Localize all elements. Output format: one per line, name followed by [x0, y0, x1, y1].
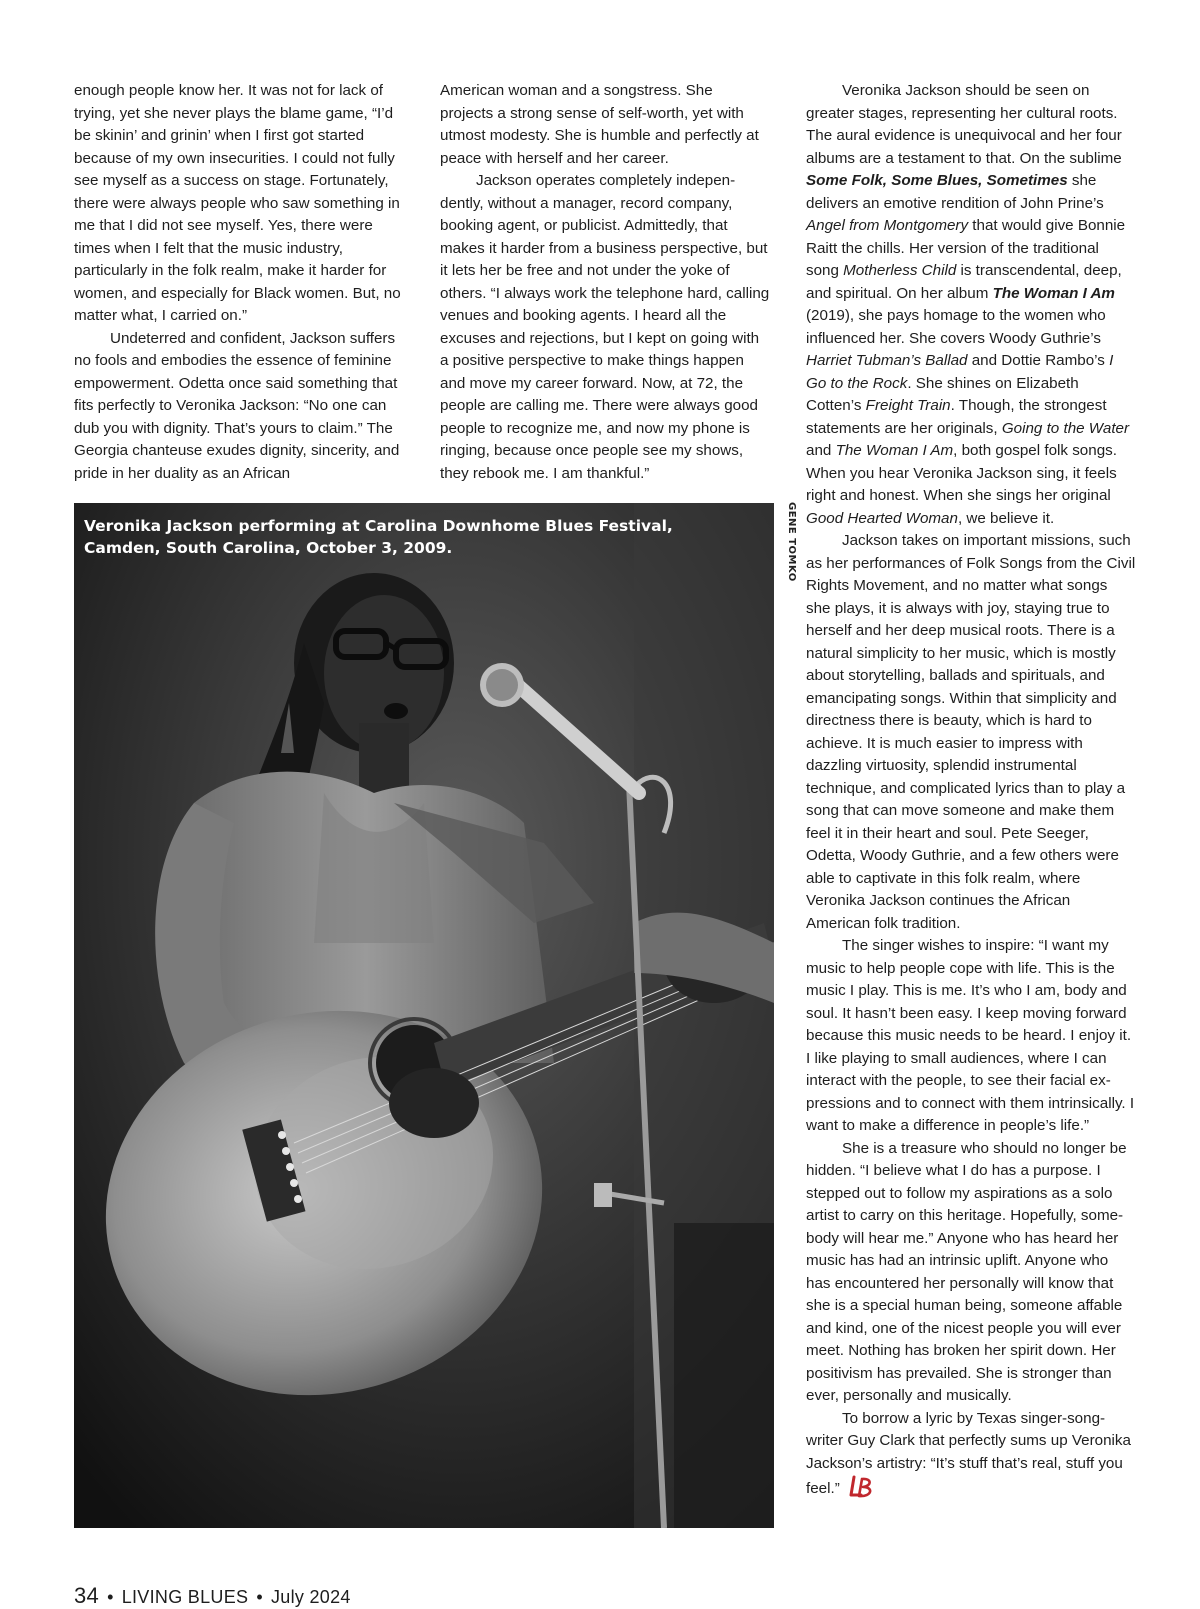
article-column-1: [74, 80, 406, 485]
song-title: Angel from Montgomery: [806, 217, 969, 234]
photo-credit: GENE TOMKO: [786, 502, 797, 582]
song-title: Going to the Water: [1001, 419, 1130, 437]
photo-caption: Veronika Jackson performing at Carolina Downhome Blues Festival, Camden, South Carolina, October 3, 2009.: [84, 517, 673, 557]
article-column-3: [806, 80, 1136, 1501]
paragraph: Jackson operates completely independently, without a manager, record company, booking agent, or publicist. Admittedly, that makes it harder from a business perspective, but it lets her be free and not under the yoke of others. “I always work the telephone hard, calling venues and booking agents. I heard all the excuses and rejections, but I kept on going with a positive perspective to make things happen and move my career forward. Now, at 72, the people are calling me. There were always good people to recognize me, and now my phone is ringing, because once people see my shows, they rebook me. I am thankful.”: [440, 172, 770, 482]
song-title: Freight Train: [865, 397, 951, 414]
paragraph: American woman and a songstress. She projects a strong sense of self-worth, yet with utmost modesty. She is humble and perfectly at peace with herself and her career.: [440, 82, 759, 167]
paragraph: The singer wishes to inspire: “I want my music to help people cope with life. This is the music I play. This is me. It’s who I am, body and soul. It hasn’t been easy. I keep moving forward because this music needs to be heard. I enjoy it. I like playing to small audiences, where I can interact with the people, to see their facial expressions and to connect with them intrinsically. I want to make a difference in people’s life.”: [806, 937, 1135, 1134]
paragraph: enough people know her. It was not for lack of trying, yet she never plays the blame game, “I’d be skinin’ and grinin’ when I first got started because of my own insecurities. I could not fully see myself as a success on stage. Fortunately, there were always people who saw something in me that I did not see myself. Yes, there were times when I felt that the music industry, particularly in the folk realm, make it harder for women, and especially for Black women. But, no matter what, I carried on.”: [74, 82, 401, 324]
paragraph: She is a treasure who should no longer be hidden. “I believe what I do has a purpose. I stepped out to follow my aspirations as a solo artist to carry on this heritage. Hopefully, somebody will hear me.” Anyone who has heard her music has had an intrinsic uplift. Anyone who has encountered her personally will know that she is a special human being, someone affable and kind, one of the nicest people you will ever meet. Nothing has broken her spirit down. Her positivism has prevailed. She is stronger than ever, personally and musically.: [806, 1139, 1127, 1404]
page-footer: [74, 1583, 351, 1609]
paragraph: Veronika Jackson should be seen on greater stages, representing her cultural roots. The aural evidence is unequivocal and her four albums are a testament to that. On the sublime Some Folk, Some Blues, Sometimes she delivers an emotive rendition of John Prine’s Angel from Montgomery that would give Bonnie Raitt the chills. Her version of the traditional song Motherless Child is transcendental, deep, and spiritual. On her album The Woman I Am (2019), she pays homage to the women who influenced her. She covers Woody Guthrie’s Harriet Tubman’s Ballad and Dottie Rambo’s I Go to the Rock. She shines on Elizabeth Cotten’s Freight Train. Though, the strongest statements are her originals, Going to the Water and The Woman I Am, both gospel folk songs. When you hear Veronika Jackson sing, it feels right and honest. When she sings her original Good Hearted Woman, we believe it.: [806, 82, 1130, 527]
article-column-2: [440, 80, 770, 485]
bullet-separator: •: [256, 1587, 263, 1607]
song-title: Good Hearted Woman: [806, 509, 958, 527]
album-title: Some Folk, Some Blues, Sometimes: [806, 172, 1068, 189]
magazine-name: LIVING BLUES: [121, 1587, 249, 1607]
performance-photo: [74, 503, 774, 1528]
issue-date: July 2024: [270, 1587, 351, 1607]
page-number: 34: [74, 1583, 100, 1608]
performer-illustration: [74, 503, 774, 1528]
song-title: Motherless Child: [843, 262, 957, 279]
song-title: I Go to the Rock: [806, 352, 1114, 392]
paragraph: Undeterred and confident, Jackson suffers no fools and embodies the essence of feminine empowerment. Odetta once said something that fits perfectly to Veronika Jackson: “No one can dub you with dignity. That’s yours to claim.” The Georgia chanteuse exudes dignity, sincerity, and pride in her duality as an African: [74, 329, 400, 482]
album-title: The Woman I Am: [992, 284, 1115, 302]
paragraph: Jackson takes on important missions, such as her performances of Folk Songs from the Civil Rights Movement, and no matter what songs she plays, it is always with joy, staying true to herself and her deep musical roots. There is a natural simplicity to her music, which is mostly about storytelling, ballads and spirituals, and emancipating songs. Within that simplicity and directness there is beauty, which is hard to achieve. It is much easier to impress with dazzling virtuosity, splendid instrumental technique, and complicated lyrics than to play a song that can move someone and make them feel it in their heart and soul. Pete Seeger, Odetta, Woody Guthrie, and a few others were able to captivate in this folk realm, where Veronika Jackson continues the African American folk tradition.: [806, 532, 1136, 932]
paragraph: To borrow a lyric by Texas singer-songwriter Guy Clark that perfectly sums up Veronika Jackson’s artistry: “It’s stuff that’s real, stuff you feel.”: [806, 1409, 1131, 1497]
song-title: Harriet Tubman’s Ballad: [806, 352, 968, 369]
living-blues-logo-icon: [848, 1475, 876, 1499]
bullet-separator: •: [107, 1587, 114, 1607]
song-title: The Woman I Am: [835, 442, 954, 459]
